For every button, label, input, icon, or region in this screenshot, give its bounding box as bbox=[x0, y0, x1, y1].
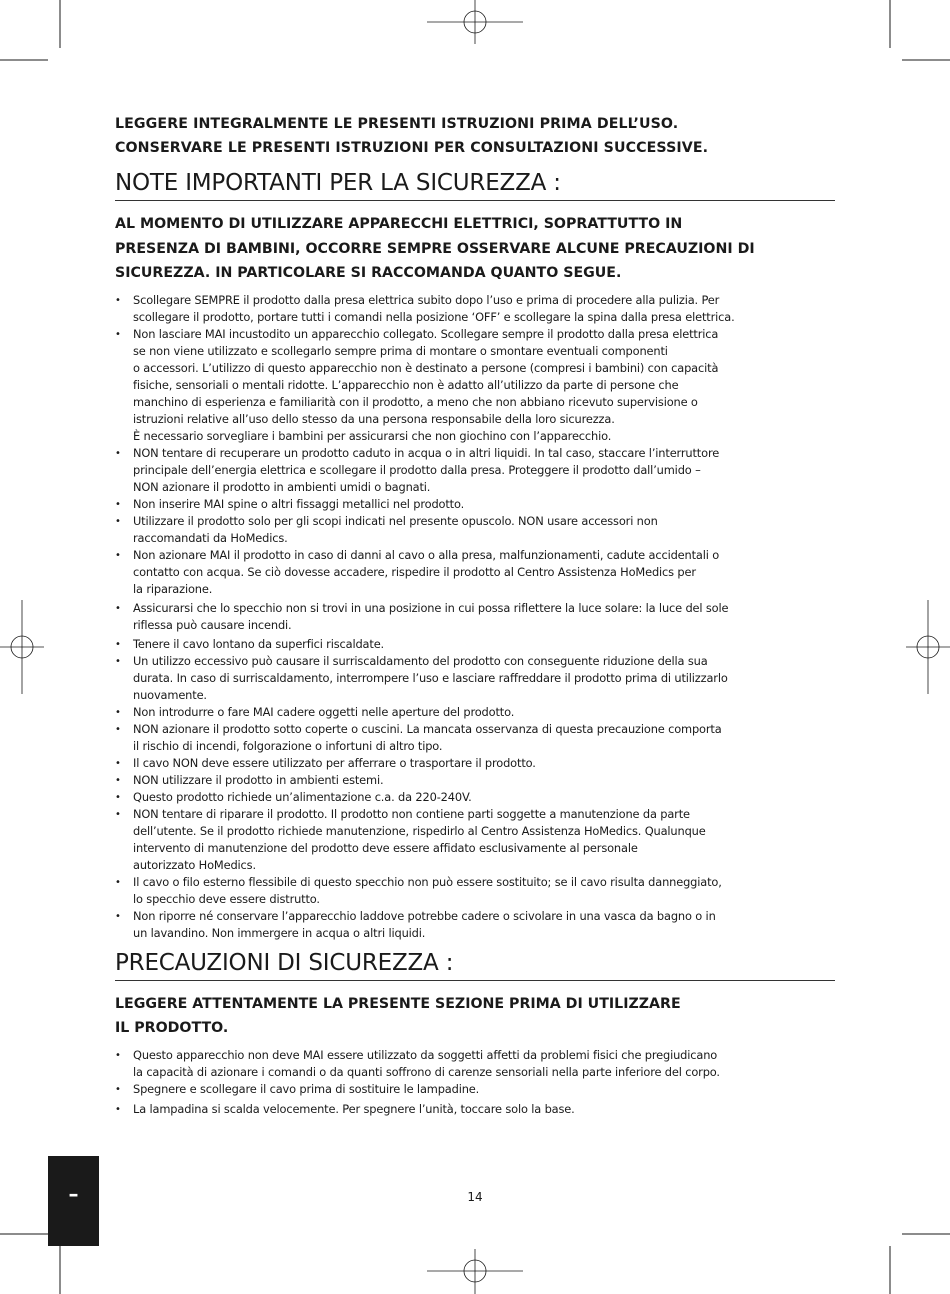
list-item: • Non inserire MAI spine o altri fissaggi metallici nel prodotto. bbox=[115, 496, 835, 513]
list-item: • Questo prodotto richiede un’alimentazione c.a. da 220-240V. bbox=[115, 789, 835, 806]
list-item: • Un utilizzo eccessivo può causare il surriscaldamento del prodotto con conseguente riduzione della sua durata. In caso di surriscaldamento, interrompere l’uso e lasciare raffreddare il prodotto prima di utilizzarlo nuovamente. bbox=[115, 653, 835, 704]
precautions-list bbox=[115, 1047, 835, 1118]
registration-mark-bottom bbox=[427, 1249, 523, 1294]
page-content bbox=[115, 112, 835, 1118]
section-title-precautions: PRECAUZIONI DI SICUREZZA : bbox=[115, 948, 835, 981]
list-item: • Non lasciare MAI incustodito un apparecchio collegato. Scollegare sempre il prodotto dalla presa elettrica se non viene utilizzato e scollegarlo sempre prima di montare o smontare eventuali componenti o accessori. L’utilizzo di questo apparecchio non è destinato a persone (compresi i bambini) con capacità fisiche, sensoriali o mentali ridotte. L’apparecchio non è adatto all’utilizzo da parte di persone che manchino di esperienza e familiarità con il prodotto, a meno che non abbiano ricevuto supervisione o istruzioni relative all’uso dello stesso da una persona responsabile della loro sicurezza. È necessario sorvegliare i bambini per assicurarsi che non giochino con l’apparecchio. bbox=[115, 326, 835, 445]
list-item: • NON tentare di recuperare un prodotto caduto in acqua o in altri liquidi. In tal caso, staccare l’interruttore principale dell’energia elettrica e scollegare il prodotto dalla presa. Proteggere il prodotto dall’umido – NON azionare il prodotto in ambienti umidi o bagnati. bbox=[115, 445, 835, 496]
intro-line-2: CONSERVARE LE PRESENTI ISTRUZIONI PER CONSULTAZIONI SUCCESSIVE. bbox=[115, 140, 709, 156]
subtitle-line: LEGGERE ATTENTAMENTE LA PRESENTE SEZIONE PRIMA DI UTILIZZARE bbox=[115, 995, 681, 1012]
list-item: • Questo apparecchio non deve MAI essere utilizzato da soggetti affetti da problemi fisici che pregiudicano la capacità di azionare i comandi o da quanti soffrono di carenze sensoriali nella parte inferiore del corpo. bbox=[115, 1047, 835, 1081]
list-item: • Il cavo o filo esterno flessibile di questo specchio non può essere sostituito; se il cavo risulta danneggiato, lo specchio deve essere distrutto. bbox=[115, 874, 835, 908]
list-item: • Utilizzare il prodotto solo per gli scopi indicati nel presente opuscolo. NON usare accessori non raccomandati da HoMedics. bbox=[115, 513, 835, 547]
section-subtitle-precautions bbox=[115, 992, 835, 1041]
language-tab bbox=[48, 1156, 99, 1246]
safety-notes-list bbox=[115, 292, 835, 942]
list-item: • Non introdurre o fare MAI cadere oggetti nelle aperture del prodotto. bbox=[115, 704, 835, 721]
list-item: • Non azionare MAI il prodotto in caso di danni al cavo o alla presa, malfunzionamenti, cadute accidentali o contatto con acqua. Se ciò dovesse accadere, rispedire il prodotto al Centro Assistenza HoMedics per la riparazione. bbox=[115, 547, 835, 598]
subtitle-line: IL PRODOTTO. bbox=[115, 1020, 229, 1036]
subtitle-line: PRESENZA DI BAMBINI, OCCORRE SEMPRE OSSERVARE ALCUNE PRECAUZIONI DI bbox=[115, 240, 755, 257]
list-item: • Tenere il cavo lontano da superfici riscaldate. bbox=[115, 636, 835, 653]
section-subtitle-safety-notes bbox=[115, 212, 835, 286]
list-item: • NON tentare di riparare il prodotto. Il prodotto non contiene parti soggette a manutenzione da parte dell’utente. Se il prodotto richiede manutenzione, rispedirlo al Centro Assistenza HoMedics. Qualunque intervento di manutenzione del prodotto deve essere affidato esclusivamente al personale autorizzato HoMedics. bbox=[115, 806, 835, 874]
section-title-safety-notes: NOTE IMPORTANTI PER LA SICUREZZA : bbox=[115, 168, 835, 201]
list-item: • Assicurarsi che lo specchio non si trovi in una posizione in cui possa riflettere la luce solare: la luce del sole riflessa può causare incendi. bbox=[115, 600, 835, 634]
registration-mark-top bbox=[427, 0, 523, 44]
list-item: • Scollegare SEMPRE il prodotto dalla presa elettrica subito dopo l’uso e prima di procedere alla pulizia. Per scollegare il prodotto, portare tutti i comandi nella posizione ‘OFF’ e scollegare la spina dalla presa elettrica. bbox=[115, 292, 835, 326]
intro-line-1: LEGGERE INTEGRALMENTE LE PRESENTI ISTRUZIONI PRIMA DELL’USO. bbox=[115, 116, 679, 132]
list-item: • Spegnere e scollegare il cavo prima di sostituire le lampadine. bbox=[115, 1081, 835, 1098]
list-item: • NON azionare il prodotto sotto coperte o cuscini. La mancata osservanza di questa precauzione comporta il rischio di incendi, folgorazione o infortuni di altro tipo. bbox=[115, 721, 835, 755]
list-item: • Non riporre né conservare l’apparecchio laddove potrebbe cadere o scivolare in una vasca da bagno o in un lavandino. Non immergere in acqua o altri liquidi. bbox=[115, 908, 835, 942]
list-item: • Il cavo NON deve essere utilizzato per afferrare o trasportare il prodotto. bbox=[115, 755, 835, 772]
registration-mark-left bbox=[0, 600, 44, 694]
page-number: 14 bbox=[467, 1190, 483, 1204]
language-tab-label: – bbox=[68, 1182, 79, 1206]
intro-notice bbox=[115, 112, 835, 160]
subtitle-line: SICUREZZA. IN PARTICOLARE SI RACCOMANDA QUANTO SEGUE. bbox=[115, 265, 622, 281]
registration-mark-right bbox=[906, 600, 950, 694]
subtitle-line: AL MOMENTO DI UTILIZZARE APPARECCHI ELETTRICI, SOPRATTUTTO IN bbox=[115, 216, 683, 232]
list-item: • La lampadina si scalda velocemente. Per spegnere l’unità, toccare solo la base. bbox=[115, 1101, 835, 1118]
list-item: • NON utilizzare il prodotto in ambienti estemi. bbox=[115, 772, 835, 789]
